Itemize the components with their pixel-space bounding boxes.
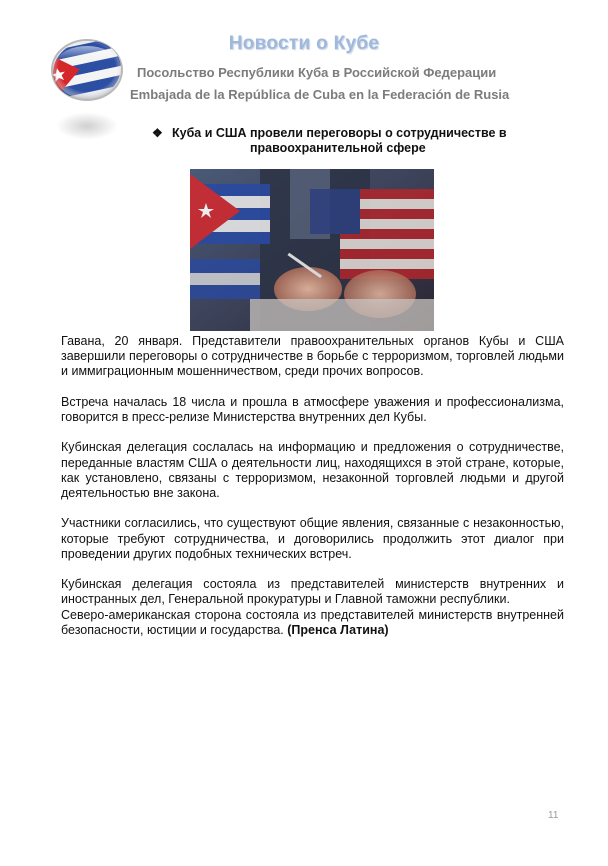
article-body	[61, 334, 564, 638]
paragraph: Участники согласились, что существуют общие явления, связанные с незаконностью, которые требуют сотрудничества, и договорились продолжить этот диалог при проведении других подобных технических встреч.	[61, 516, 564, 561]
logo-shadow	[56, 112, 118, 140]
paragraph: Встреча началась 18 числа и прошла в атмосфере уважения и профессионализма, говорится в пресс-релизе Министерства внутренних дел Кубы.	[61, 394, 564, 424]
embassy-name-russian: Посольство Республики Куба в Российской Федерации	[137, 65, 497, 80]
cuba-usa-flags-handshake-photo	[190, 169, 434, 331]
headline-line-2: правоохранительной сфере	[250, 141, 426, 155]
diamond-bullet-icon: ❖	[152, 126, 163, 140]
paragraph: Кубинская делегация сослалась на информацию и предложения о сотрудничестве, переданные властям США о деятельности лиц, находящихся в этой стране, которые, как установлено, связаны с терроризмом, незаконной торговлей людьми и другой деятельностью вне закона.	[61, 440, 564, 500]
news-source: (Пренса Латина)	[287, 622, 389, 637]
paragraph-text: Северо-американская сторона состояла из представителей министерств внутренней безопасности, юстиции и государства.	[61, 607, 564, 637]
headline-line-1: Куба и США провели переговоры о сотрудничестве в	[172, 126, 507, 140]
newsletter-title: Новости о Кубе	[228, 33, 380, 54]
paragraph: Кубинская делегация состояла из представителей министерств внутренних и иностранных дел, Генеральной прокуратуры и Главной таможни республики.	[61, 577, 564, 607]
embassy-name-spanish: Embajada de la República de Cuba en la Federación de Rusia	[130, 87, 510, 102]
page-number: 11	[548, 810, 559, 821]
paragraph: Гавана, 20 января. Представители правоохранительных органов Кубы и США завершили переговоры о сотрудничестве в борьбе с терроризмом, торговлей людьми и иммиграционным мошенничеством, среди прочих вопросов.	[61, 334, 564, 379]
paragraph-with-source	[61, 608, 564, 638]
